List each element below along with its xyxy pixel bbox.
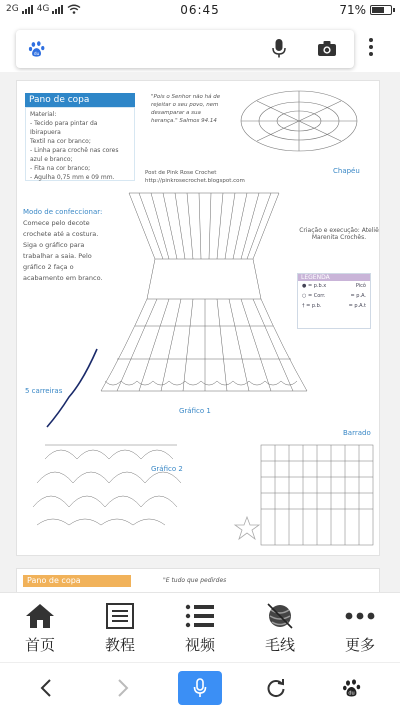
crochet-pattern-image <box>16 80 380 556</box>
camera-icon[interactable] <box>318 41 336 56</box>
watermark-star-icon <box>235 517 259 539</box>
legend-item: ● = p.b.x <box>302 283 327 289</box>
clock: 06:45 <box>180 3 220 17</box>
nav-more[interactable] <box>320 593 400 662</box>
bible-quote: "Pois o Senhor não há de rejeitar o seu povo, nem desamparar a sua herança." Salmos 94.14 <box>151 94 221 124</box>
browser-toolbar <box>0 662 400 711</box>
barrado-label: Barrado <box>343 429 371 437</box>
second-pattern-quote: "E tudo que pedirdes <box>163 577 227 584</box>
barrado-diagram <box>261 445 373 545</box>
bottom-nav <box>0 592 400 662</box>
svg-text:du: du <box>33 51 40 57</box>
nav-yarn-label: 毛线 <box>264 636 295 654</box>
chapeu-diagram <box>241 91 357 151</box>
home-icon <box>0 603 80 629</box>
refresh-icon[interactable] <box>254 671 298 705</box>
pattern-title: Pano de copa <box>25 93 135 107</box>
battery-icon <box>370 5 392 15</box>
legend-item: ○ = Corr. <box>302 293 326 299</box>
back-arrow-icon[interactable] <box>24 671 68 705</box>
blog-stamp-name: Post de Pink Rose Crochet <box>145 170 217 176</box>
baidu-paw-icon <box>28 40 46 58</box>
video-icon <box>160 603 240 629</box>
materials-item: - Linha para crochê nas cores <box>30 147 119 154</box>
materials-item: - Agulha 0,75 mm e 09 mm. <box>30 174 115 181</box>
yarn-icon <box>240 603 320 629</box>
materials-item: - Tecido para pintar da Ibirapuera <box>30 120 98 136</box>
blog-stamp <box>145 169 263 189</box>
more-dots-icon <box>320 603 400 629</box>
battery-percentage: 71% <box>339 3 366 17</box>
legend-item: = p.A. <box>350 293 366 299</box>
legend-title: LEGENDA <box>298 274 370 281</box>
nav-video-label: 视频 <box>184 636 215 654</box>
instructions <box>23 207 103 284</box>
legend-item: Picô <box>355 283 366 289</box>
voice-search-icon[interactable] <box>178 671 222 705</box>
materials-heading: Material: <box>30 111 57 118</box>
nav-home-label: 首页 <box>24 636 55 654</box>
credit-text: Criação e execução: Ateliê Marenita Crochês. <box>299 227 379 241</box>
grafico-1-label: Gráfico 1 <box>179 407 211 415</box>
grafico-1-diagram <box>101 193 307 391</box>
grafico-2-label: Gráfico 2 <box>151 465 183 473</box>
instructions-heading: Modo de confeccionar: <box>23 208 103 216</box>
nav-yarn[interactable] <box>240 593 320 662</box>
materials-box <box>25 107 135 181</box>
search-input[interactable] <box>16 30 354 68</box>
signal-4g-label: 4G <box>36 4 50 14</box>
status-bar <box>0 0 400 22</box>
second-pattern-title: Pano de copa <box>23 575 131 587</box>
legend-item: = p.A.t <box>348 303 366 309</box>
materials-item: - Fita na cor branco; <box>30 165 91 172</box>
nav-tutorial-label: 教程 <box>104 636 135 654</box>
svg-text:du: du <box>348 690 355 697</box>
carreiras-label: 5 carreiras <box>25 387 63 395</box>
search-row <box>0 26 400 70</box>
second-pattern-image <box>16 568 380 592</box>
nav-video[interactable] <box>160 593 240 662</box>
chapeu-label: Chapéu <box>333 167 360 175</box>
battery-fill <box>372 7 384 13</box>
legend-item: † = p.b. <box>302 303 322 309</box>
mic-icon[interactable] <box>272 39 286 59</box>
baidu-paw-icon-home[interactable] <box>330 671 374 705</box>
blog-stamp-url: http://pinkrosecrochet.blogspot.com <box>145 178 245 184</box>
battery-status <box>339 3 392 17</box>
signal-2g-label: 2G <box>6 4 19 14</box>
page-content[interactable] <box>0 72 400 592</box>
materials-item: Textil na cor branco; <box>30 138 91 145</box>
instructions-text: Comece pelo decote crochete até a costura. Siga o gráfico para trabalhar a saia. Pelo gráfico 2 faça o acabamento em branco. <box>23 219 103 282</box>
more-menu-icon[interactable] <box>367 38 375 60</box>
tutorial-icon <box>80 603 160 629</box>
nav-home[interactable] <box>0 593 80 662</box>
nav-tutorial[interactable] <box>80 593 160 662</box>
forward-arrow-icon[interactable] <box>101 671 145 705</box>
grafico-2-diagram <box>33 445 181 525</box>
nav-more-label: 更多 <box>344 636 375 654</box>
materials-item: azul e branco; <box>30 156 73 163</box>
legend-box <box>297 273 371 329</box>
